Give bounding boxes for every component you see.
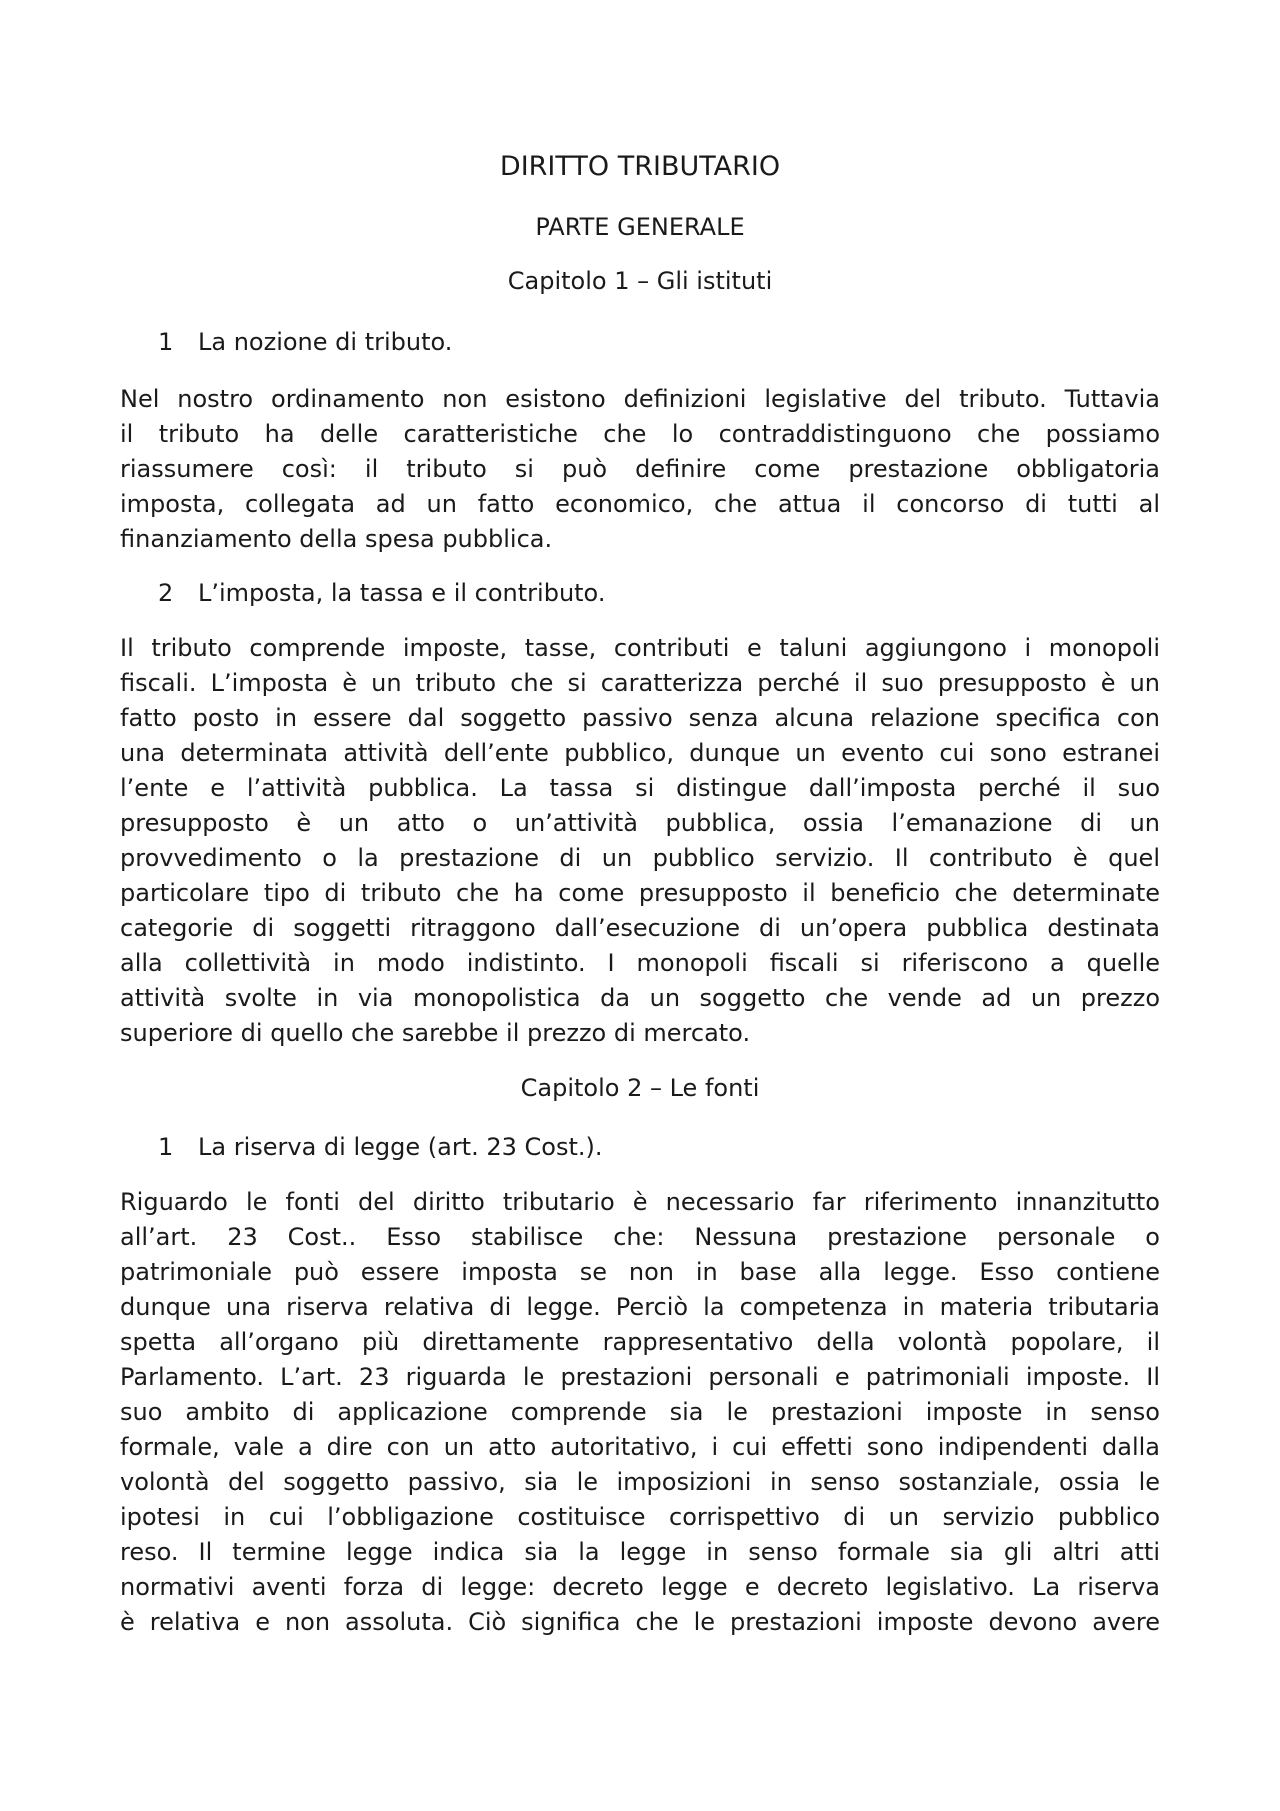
paragraph-line: volontà del soggetto passivo, sia le imposizioni in senso sostanziale, ossia le bbox=[120, 1468, 1160, 1496]
paragraph-line: Il tributo comprende imposte, tasse, contributi e taluni aggiungono i monopoli bbox=[120, 634, 1160, 662]
section-heading bbox=[158, 577, 605, 609]
paragraph-line: imposta, collegata ad un fatto economico, che attua il concorso di tutti al bbox=[120, 490, 1160, 518]
section-title: L’imposta, la tassa e il contributo. bbox=[198, 579, 606, 607]
paragraph-line: presupposto è un atto o un’attività pubblica, ossia l’emanazione di un bbox=[120, 809, 1160, 837]
section-title: La riserva di legge (art. 23 Cost.). bbox=[198, 1133, 603, 1161]
paragraph-line: fiscali. L’imposta è un tributo che si caratterizza perché il suo presupposto è un bbox=[120, 669, 1160, 697]
paragraph-line: alla collettività in modo indistinto. I monopoli fiscali si riferiscono a quelle bbox=[120, 949, 1160, 977]
paragraph-line: il tributo ha delle caratteristiche che lo contraddistinguono che possiamo bbox=[120, 420, 1160, 448]
section-heading bbox=[158, 1131, 603, 1163]
paragraph-line: riassumere così: il tributo si può definire come prestazione obbligatoria bbox=[120, 455, 1160, 483]
paragraph-line: finanziamento della spesa pubblica. bbox=[120, 525, 553, 553]
paragraph-line: provvedimento o la prestazione di un pubblico servizio. Il contributo è quel bbox=[120, 844, 1160, 872]
section-number: 1 bbox=[158, 328, 174, 356]
paragraph-line: attività svolte in via monopolistica da un soggetto che vende ad un prezzo bbox=[120, 984, 1160, 1012]
paragraph-line: una determinata attività dell’ente pubblico, dunque un evento cui sono estranei bbox=[120, 739, 1160, 767]
paragraph-line: formale, vale a dire con un atto autoritativo, i cui effetti sono indipendenti dalla bbox=[120, 1433, 1160, 1461]
paragraph-line: fatto posto in essere dal soggetto passivo senza alcuna relazione specifica con bbox=[120, 704, 1160, 732]
section-heading bbox=[158, 326, 452, 358]
paragraph bbox=[120, 631, 1160, 1051]
section-title: La nozione di tributo. bbox=[198, 328, 453, 356]
paragraph-line: dunque una riserva relativa di legge. Perciò la competenza in materia tributaria bbox=[120, 1293, 1160, 1321]
paragraph-line: superiore di quello che sarebbe il prezzo di mercato. bbox=[120, 1019, 751, 1047]
paragraph-line: spetta all’organo più direttamente rappresentativo della volontà popolare, il bbox=[120, 1328, 1160, 1356]
paragraph-line: categorie di soggetti ritraggono dall’esecuzione di un’opera pubblica destinata bbox=[120, 914, 1160, 942]
chapter-heading: Capitolo 1 – Gli istituti bbox=[507, 267, 773, 295]
section-number: 1 bbox=[158, 1133, 174, 1161]
part-heading: PARTE GENERALE bbox=[535, 213, 745, 241]
paragraph-line: suo ambito di applicazione comprende sia le prestazioni imposte in senso bbox=[120, 1398, 1160, 1426]
paragraph-line: Riguardo le fonti del diritto tributario è necessario far riferimento innanzitutto bbox=[120, 1188, 1160, 1216]
document-title: DIRITTO TRIBUTARIO bbox=[499, 151, 781, 182]
paragraph-line: ipotesi in cui l’obbligazione costituisce corrispettivo di un servizio pubblico bbox=[120, 1503, 1160, 1531]
paragraph-line: normativi aventi forza di legge: decreto legge e decreto legislativo. La riserva bbox=[120, 1573, 1160, 1601]
paragraph bbox=[120, 1185, 1160, 1640]
paragraph-line: è relativa e non assoluta. Ciò significa che le prestazioni imposte devono avere bbox=[120, 1608, 1160, 1636]
paragraph-line: Parlamento. L’art. 23 riguarda le prestazioni personali e patrimoniali imposte. Il bbox=[120, 1363, 1160, 1391]
paragraph-line: all’art. 23 Cost.. Esso stabilisce che: Nessuna prestazione personale o bbox=[120, 1223, 1160, 1251]
section-number: 2 bbox=[158, 579, 174, 607]
paragraph-line: particolare tipo di tributo che ha come presupposto il beneficio che determinate bbox=[120, 879, 1160, 907]
paragraph-line: patrimoniale può essere imposta se non in base alla legge. Esso contiene bbox=[120, 1258, 1160, 1286]
paragraph-line: reso. Il termine legge indica sia la legge in senso formale sia gli altri atti bbox=[120, 1538, 1160, 1566]
paragraph-line: l’ente e l’attività pubblica. La tassa si distingue dall’imposta perché il suo bbox=[120, 774, 1160, 802]
paragraph bbox=[120, 382, 1160, 557]
paragraph-line: Nel nostro ordinamento non esistono definizioni legislative del tributo. Tuttavia bbox=[120, 385, 1160, 413]
chapter-heading: Capitolo 2 – Le fonti bbox=[520, 1074, 760, 1102]
